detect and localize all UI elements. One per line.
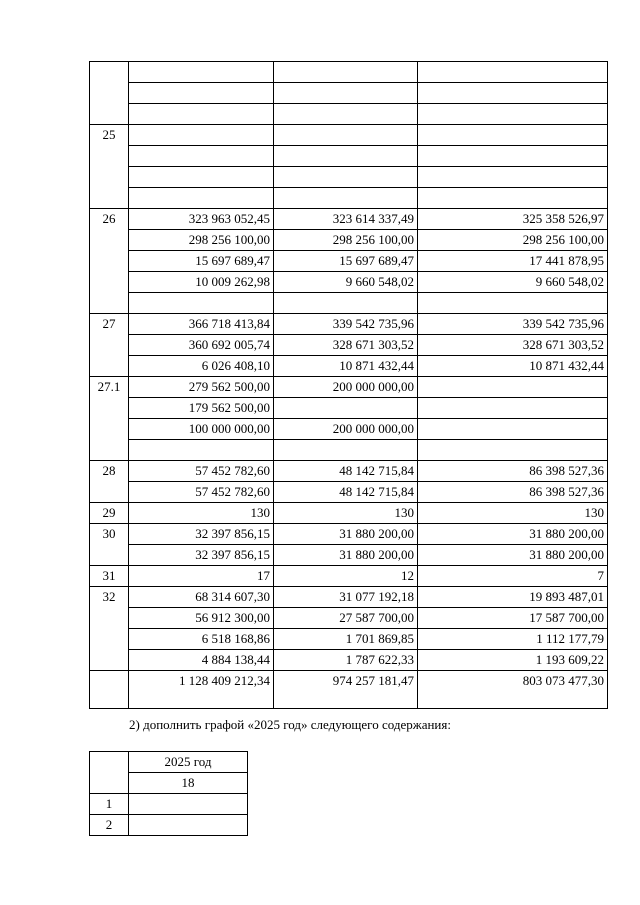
table-row: [90, 461, 608, 482]
value-cell: 328 671 303,52: [274, 335, 418, 356]
value-cell: 31 880 200,00: [274, 524, 418, 545]
value-cell: 279 562 500,00: [129, 377, 274, 398]
table-row: [90, 440, 608, 461]
small-table-row: [90, 815, 248, 836]
value-cell: 1 787 622,33: [274, 650, 418, 671]
value-cell: 7: [418, 566, 608, 587]
value-cell: 130: [418, 503, 608, 524]
table-row: [90, 293, 608, 314]
row-value: [129, 815, 248, 836]
value-cell: [274, 188, 418, 209]
value-cell: 328 671 303,52: [418, 335, 608, 356]
value-cell: 10 871 432,44: [418, 356, 608, 377]
table-row: [90, 167, 608, 188]
value-cell: 32 397 856,15: [129, 545, 274, 566]
row-index: 2: [90, 815, 129, 836]
value-cell: 17 441 878,95: [418, 251, 608, 272]
small-table-header-row: [90, 752, 248, 773]
value-cell: [418, 125, 608, 146]
table-row: [90, 419, 608, 440]
value-cell: 200 000 000,00: [274, 419, 418, 440]
value-cell: 1 701 869,85: [274, 629, 418, 650]
value-cell: 31 880 200,00: [418, 545, 608, 566]
value-cell: 1 193 609,22: [418, 650, 608, 671]
value-cell: 32 397 856,15: [129, 524, 274, 545]
column-header-2025: 2025 год: [129, 752, 248, 773]
value-cell: 48 142 715,84: [274, 461, 418, 482]
value-cell: [418, 293, 608, 314]
value-cell: [274, 146, 418, 167]
table-row: [90, 629, 608, 650]
table-row: [90, 209, 608, 230]
value-cell: 86 398 527,36: [418, 482, 608, 503]
table-row: [90, 230, 608, 251]
value-cell: [274, 293, 418, 314]
table-row: [90, 272, 608, 293]
value-cell: 86 398 527,36: [418, 461, 608, 482]
table-row: [90, 314, 608, 335]
table-row: [90, 545, 608, 566]
value-cell: 9 660 548,02: [418, 272, 608, 293]
value-cell: [274, 125, 418, 146]
value-cell: 57 452 782,60: [129, 482, 274, 503]
row-group-index: 25: [90, 125, 129, 209]
value-cell: [418, 398, 608, 419]
value-cell: [418, 83, 608, 104]
value-cell: 57 452 782,60: [129, 461, 274, 482]
value-cell: [129, 125, 274, 146]
value-cell: 323 614 337,49: [274, 209, 418, 230]
value-cell: [129, 104, 274, 125]
value-cell: 323 963 052,45: [129, 209, 274, 230]
value-cell: [274, 440, 418, 461]
row-group-index: 29: [90, 503, 129, 524]
value-cell: 130: [274, 503, 418, 524]
value-cell: 17 587 700,00: [418, 608, 608, 629]
value-cell: 179 562 500,00: [129, 398, 274, 419]
table-row: [90, 377, 608, 398]
table-row: [90, 356, 608, 377]
value-cell: 325 358 526,97: [418, 209, 608, 230]
value-cell: [129, 293, 274, 314]
value-cell: 15 697 689,47: [129, 251, 274, 272]
value-cell: 360 692 005,74: [129, 335, 274, 356]
value-cell: [129, 188, 274, 209]
row-group-index: 26: [90, 209, 129, 314]
value-cell: 9 660 548,02: [274, 272, 418, 293]
row-group-index: 32: [90, 587, 129, 671]
value-cell: 130: [129, 503, 274, 524]
row-index: 1: [90, 794, 129, 815]
table-row: [90, 146, 608, 167]
row-group-index: 27: [90, 314, 129, 377]
row-group-index: 31: [90, 566, 129, 587]
table-row: [90, 608, 608, 629]
value-cell: 56 912 300,00: [129, 608, 274, 629]
total-row-index: [90, 671, 129, 709]
column-2025-table: [89, 751, 248, 836]
row-value: [129, 794, 248, 815]
table-row: [90, 188, 608, 209]
value-cell: 200 000 000,00: [274, 377, 418, 398]
value-cell: 31 077 192,18: [274, 587, 418, 608]
value-cell: 298 256 100,00: [129, 230, 274, 251]
value-cell: [418, 188, 608, 209]
value-cell: 366 718 413,84: [129, 314, 274, 335]
table-row: [90, 83, 608, 104]
total-value-cell: 803 073 477,30: [418, 671, 608, 709]
value-cell: [129, 83, 274, 104]
value-cell: 17: [129, 566, 274, 587]
value-cell: 48 142 715,84: [274, 482, 418, 503]
table-row: [90, 104, 608, 125]
value-cell: [274, 62, 418, 83]
value-cell: 100 000 000,00: [129, 419, 274, 440]
value-cell: [418, 62, 608, 83]
total-value-cell: 974 257 181,47: [274, 671, 418, 709]
value-cell: 27 587 700,00: [274, 608, 418, 629]
value-cell: [274, 167, 418, 188]
value-cell: 31 880 200,00: [418, 524, 608, 545]
table-row: [90, 587, 608, 608]
value-cell: 4 884 138,44: [129, 650, 274, 671]
table-row: [90, 62, 608, 83]
total-value-cell: 1 128 409 212,34: [129, 671, 274, 709]
row-group-index: 27.1: [90, 377, 129, 461]
table-row: [90, 251, 608, 272]
value-cell: 10 871 432,44: [274, 356, 418, 377]
value-cell: 6 026 408,10: [129, 356, 274, 377]
small-table-row: [90, 794, 248, 815]
value-cell: [418, 440, 608, 461]
row-group-index: 30: [90, 524, 129, 566]
table-row: [90, 398, 608, 419]
value-cell: 10 009 262,98: [129, 272, 274, 293]
value-cell: 1 112 177,79: [418, 629, 608, 650]
value-cell: [129, 440, 274, 461]
value-cell: [418, 167, 608, 188]
value-cell: [129, 167, 274, 188]
value-cell: [418, 419, 608, 440]
value-cell: [418, 146, 608, 167]
value-cell: 15 697 689,47: [274, 251, 418, 272]
small-table-index-header: [90, 752, 129, 794]
value-cell: 339 542 735,96: [274, 314, 418, 335]
value-cell: 12: [274, 566, 418, 587]
table-row: [90, 335, 608, 356]
value-cell: [418, 377, 608, 398]
table-row: [90, 524, 608, 545]
table-row: [90, 482, 608, 503]
value-cell: [129, 146, 274, 167]
table-row: [90, 503, 608, 524]
value-cell: 298 256 100,00: [418, 230, 608, 251]
table-row: [90, 125, 608, 146]
column-number: 18: [129, 773, 248, 794]
value-cell: [418, 104, 608, 125]
value-cell: 31 880 200,00: [274, 545, 418, 566]
value-cell: [129, 62, 274, 83]
main-table: [89, 61, 608, 709]
table-row: [90, 650, 608, 671]
table-row: [90, 566, 608, 587]
value-cell: 68 314 607,30: [129, 587, 274, 608]
total-row: [90, 671, 608, 709]
value-cell: [274, 104, 418, 125]
value-cell: [274, 398, 418, 419]
value-cell: [274, 83, 418, 104]
value-cell: 19 893 487,01: [418, 587, 608, 608]
value-cell: 298 256 100,00: [274, 230, 418, 251]
value-cell: 339 542 735,96: [418, 314, 608, 335]
row-group-index: 28: [90, 461, 129, 503]
instruction-text: 2) дополнить графой «2025 год» следующего содержания:: [129, 717, 451, 732]
value-cell: 6 518 168,86: [129, 629, 274, 650]
row-group-index: [90, 62, 129, 125]
